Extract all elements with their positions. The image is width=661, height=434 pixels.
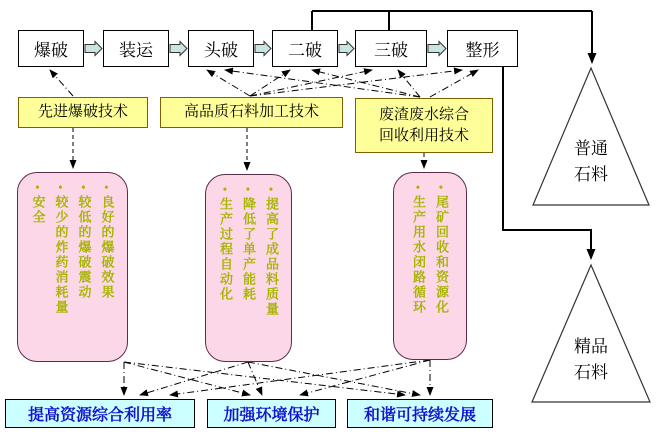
benefit-to-outcome-connectors (124, 360, 430, 395)
tech-waste-recycling-line1: 废渣废水综合 (378, 107, 469, 124)
bullet-icon: • (241, 187, 255, 194)
step-secondary-crushing: 二破 (272, 30, 338, 67)
benefit-item: •安全 (30, 185, 46, 226)
ordinary-stone-line2: 石料 (574, 165, 608, 185)
benefit-item: •降低了单产能耗 (241, 187, 256, 303)
tech-stone-processing: 高品质石料加工技术 (160, 97, 343, 128)
bullet-icon: • (53, 185, 68, 192)
bullet-icon: • (264, 187, 278, 194)
benefit-item: •较低的爆破震动 (76, 185, 92, 301)
benefit-list (407, 185, 453, 351)
tech-waste-recycling (355, 98, 493, 153)
step-shaping: 整形 (447, 30, 518, 67)
benefit-item: •生产过程自动化 (218, 187, 233, 303)
bullet-icon: • (434, 185, 448, 192)
benefit-item: •良好的爆破效果 (99, 185, 115, 301)
benefit-item: •提高了成品料质量 (264, 187, 279, 318)
step-loading: 装运 (103, 30, 169, 67)
outcome-resource-utilization: 提高资源综合利用率 (5, 399, 195, 428)
benefits-blasting (17, 172, 128, 362)
ordinary-stone-line1: 普通 (574, 139, 608, 158)
benefit-list (214, 187, 283, 353)
benefit-list (27, 185, 119, 353)
premium-stone-label (556, 334, 626, 387)
premium-stone-line2: 石料 (574, 363, 608, 383)
tech-advanced-blasting: 先进爆破技术 (18, 97, 148, 128)
outcome-environmental-protection: 加强环境保护 (207, 399, 336, 428)
tech-waste-recycling-line2: 回收利用技术 (378, 127, 469, 144)
ordinary-stone-label (556, 136, 626, 189)
benefit-item: •较少的炸药消耗量 (53, 185, 69, 316)
bullet-icon: • (411, 185, 425, 192)
bullet-icon: • (99, 185, 114, 192)
benefit-item: •生产用水闭路循环 (411, 185, 426, 316)
tech-to-process-connectors (50, 70, 478, 97)
benefit-item: •尾矿回收和资源化 (434, 185, 449, 316)
benefits-processing (205, 174, 292, 362)
premium-stone-line1: 精品 (574, 337, 608, 356)
outcome-sustainable-development: 和谐可持续发展 (347, 399, 493, 428)
bullet-icon: • (30, 185, 45, 192)
bullet-icon: • (218, 187, 232, 194)
step-primary-crushing: 头破 (188, 30, 254, 67)
step-blasting: 爆破 (18, 30, 84, 67)
step-tertiary-crushing: 三破 (355, 30, 427, 67)
benefits-recycling (393, 172, 467, 360)
bullet-icon: • (76, 185, 91, 192)
